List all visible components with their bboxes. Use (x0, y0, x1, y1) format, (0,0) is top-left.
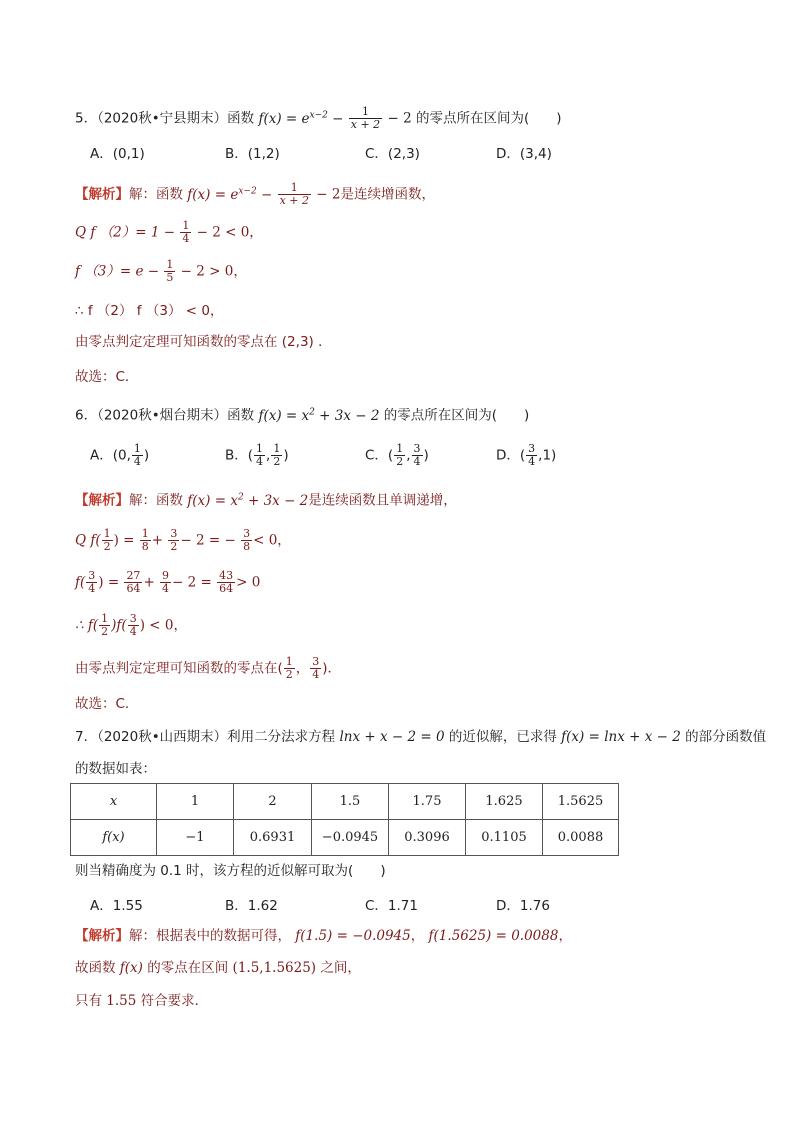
question-7-table (70, 783, 619, 856)
table-cell: 0.3096 (389, 820, 466, 856)
table-cell: 2 (234, 784, 312, 820)
question-6-options (90, 442, 610, 468)
solution-5-line-5: 由零点判定定理可知函数的零点在 (2,3) ． (75, 334, 332, 350)
solution-tag: 【解析】 (75, 186, 129, 203)
question-6-stem: 6．（2020秋•烟台期末）函数 $f(x) = x^2 + 3x - 2$ 的零点所在区间为( ) (75, 407, 530, 424)
solution-tag: 【解析】 (75, 928, 129, 944)
table-cell: 1.625 (466, 784, 543, 820)
question-7-stem-line-3: 则当精确度为 0.1 时，该方程的近似解可取为( ) (75, 863, 386, 879)
solution-5-line-4: ∴ f （2） f （3） < 0， (75, 303, 224, 319)
solution-6-line-3: f( $\frac{3}{4}$ ) = $\frac{27}{64}$ + $\frac{9}{4}$ − 2 = $\frac{43}{64}$ > 0 (75, 569, 261, 595)
question-7-option-d[interactable]: D．1.76 (496, 898, 550, 914)
question-5-option-c[interactable]: C．(2,3) (365, 146, 420, 162)
question-6-option-c[interactable]: C．( $\frac{1}{2}$ , $\frac{3}{4}$ ) (365, 442, 429, 468)
question-7-option-a[interactable]: A．1.55 (90, 898, 143, 914)
solution-6-answer: 故选：C． (75, 696, 139, 712)
question-5-suffix: 的零点所在区间为( ) (415, 110, 562, 127)
table-cell: 1.75 (389, 784, 466, 820)
question-6-option-a[interactable]: A．(0, $\frac{1}{4}$ ) (90, 442, 150, 468)
table-cell: 1.5625 (543, 784, 619, 820)
solution-tag: 【解析】 (75, 492, 129, 509)
solution-6-line-1: 【解析】解：函数 $f(x) = x^2 + 3x - 2$是连续函数且单调递增， (75, 492, 457, 509)
table-cell: 1.5 (312, 784, 389, 820)
question-7-stem-line-1: 7．（2020秋•山西期末）利用二分法求方程 lnx + x − 2 = 0 的近似解，已求得 f(x) = lnx + x − 2 的部分函数值 (75, 729, 767, 745)
solution-5-line-3: f （3）= e − $\frac{1}{5}$ − 2 > 0， (75, 258, 247, 284)
table-cell: 0.1105 (466, 820, 543, 856)
question-5-fraction: $\frac{1}{x + 2}$ (350, 105, 381, 131)
table-cell: f(x) (71, 820, 157, 856)
question-6-function: $f(x) = x^2 + 3x - 2$ (258, 407, 380, 424)
question-6-option-b[interactable]: B．( $\frac{1}{4}$ , $\frac{1}{2}$ ) (225, 442, 289, 468)
solution-6-line-5: 由零点判定定理可知函数的零点在( $\frac{1}{2}$ ， $\frac{3}{4}$ )． (75, 655, 342, 681)
solution-7-line-1: 【解析】解：根据表中的数据可得， f(1.5) = −0.0945， f(1.5625) = 0.0088， (75, 928, 572, 944)
solution-5-line-2: Q f （2）= 1 − $\frac{1}{4}$ − 2 < 0， (75, 219, 263, 245)
table-cell: 0.6931 (234, 820, 312, 856)
question-5-option-d[interactable]: D．(3,4) (496, 146, 552, 162)
question-5-prefix: 5．（2020秋•宁县期末）函数 (75, 110, 255, 127)
table-row (71, 784, 619, 820)
table-cell: −0.0945 (312, 820, 389, 856)
table-cell: 0.0088 (543, 820, 619, 856)
table-cell: x (71, 784, 157, 820)
question-7-stem-line-2: 的数据如表： (75, 761, 156, 777)
question-5-function-tail: − 2 (387, 110, 412, 127)
question-5-stem (75, 104, 562, 131)
solution-7-line-3: 只有 1.55 符合要求． (75, 993, 209, 1009)
question-5-option-b[interactable]: B．(1,2) (225, 146, 280, 162)
solution-6-line-2: Q f( $\frac{1}{2}$ ) = $\frac{1}{8}$ + $\frac{3}{2}$ − 2 = − $\frac{3}{8}$ < 0， (75, 527, 291, 553)
table-row (71, 820, 619, 856)
question-7-options (90, 894, 610, 916)
question-5-options (90, 142, 610, 164)
solution-7-line-2: 故函数 f(x) 的零点在区间 (1.5,1.5625) 之间， (75, 960, 361, 976)
question-5-function: $f(x) = e^{x-2}$ − (258, 110, 344, 127)
solution-5-line-1: 【解析】解：函数 $f(x) = e^{x-2}$ − $\frac{1}{x + 2}$ − 2是连续增函数， (75, 181, 435, 207)
table-cell: −1 (157, 820, 234, 856)
question-5-option-a[interactable]: A．(0,1) (90, 146, 145, 162)
question-6-option-d[interactable]: D．( $\frac{3}{4}$ ,1) (496, 442, 557, 468)
question-7-option-b[interactable]: B．1.62 (225, 898, 278, 914)
table-cell: 1 (157, 784, 234, 820)
solution-6-line-4: ∴ f( $\frac{1}{2}$ )f( $\frac{3}{4}$ ) < 0， (75, 612, 187, 638)
solution-5-answer: 故选：C． (75, 369, 139, 385)
question-7-option-c[interactable]: C．1.71 (365, 898, 418, 914)
